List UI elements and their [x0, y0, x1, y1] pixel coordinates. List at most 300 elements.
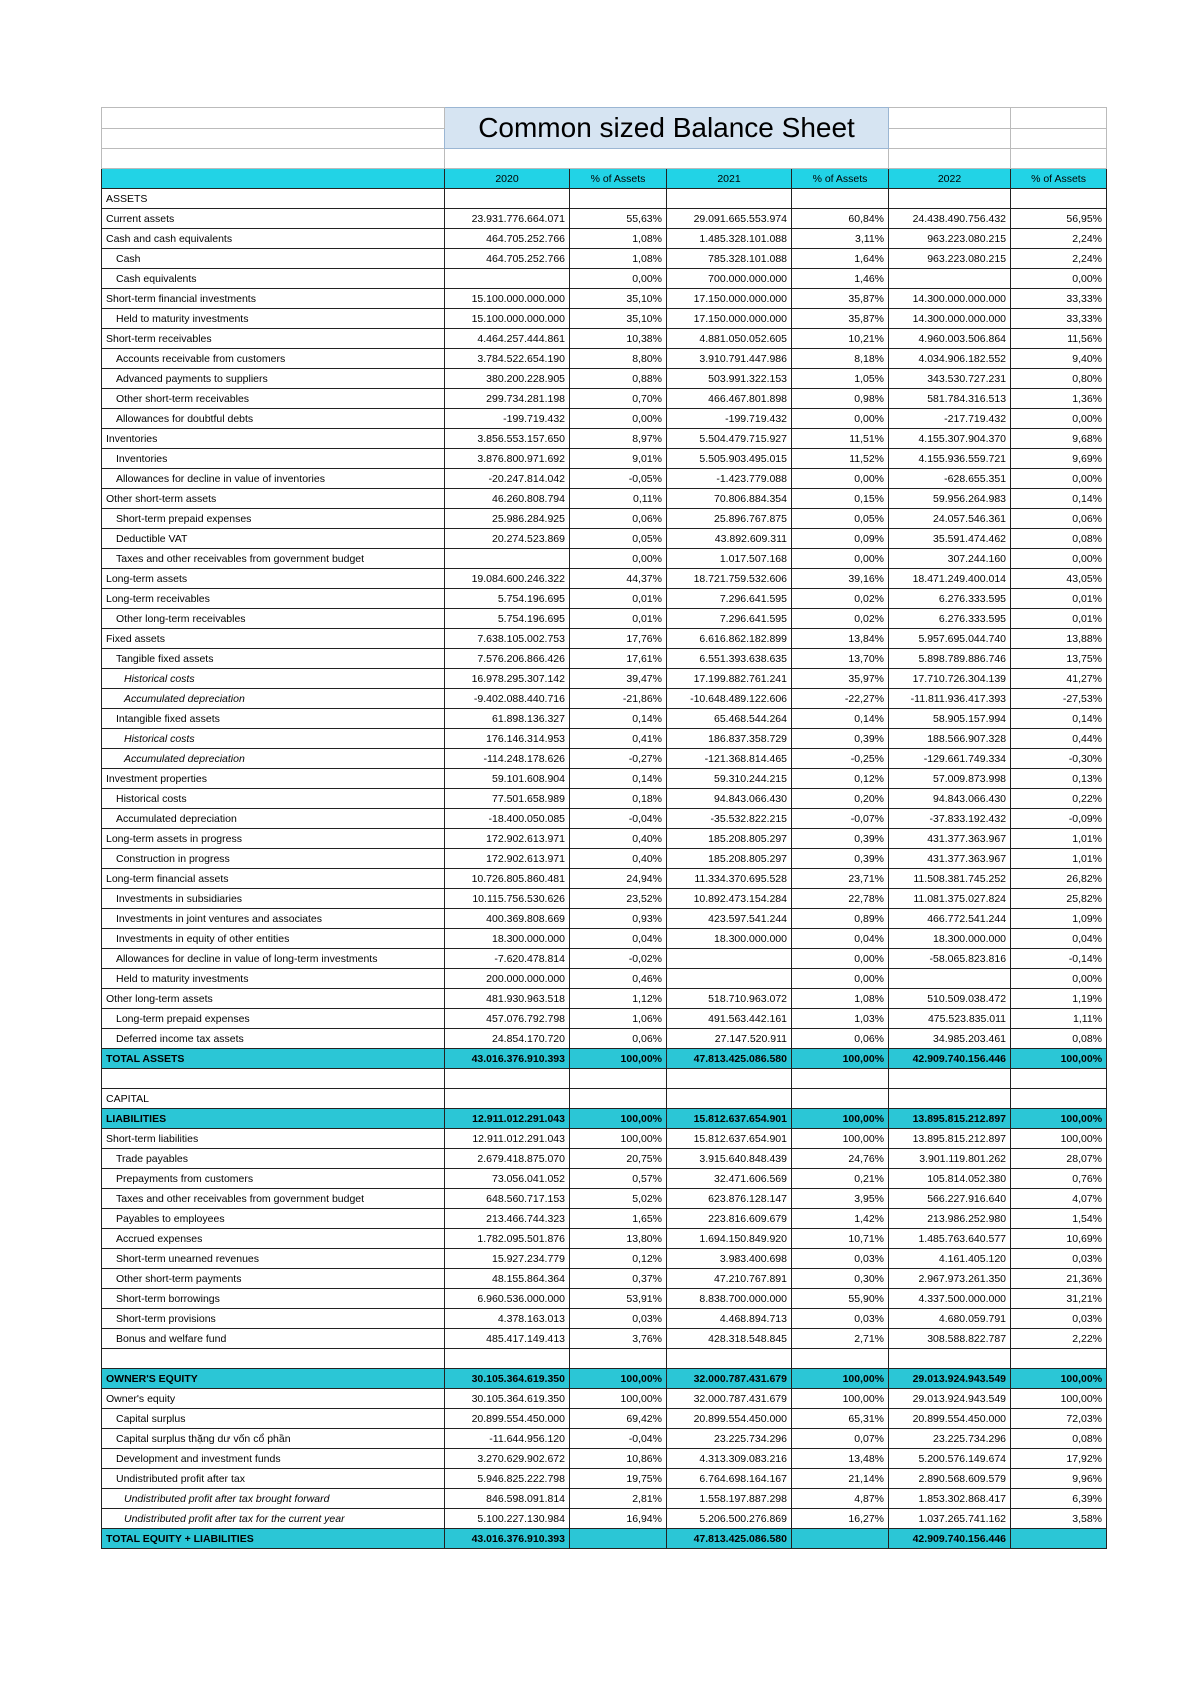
- percent-cell: 0,14%: [1011, 709, 1107, 729]
- percent-cell: 11,56%: [1011, 329, 1107, 349]
- percent-cell: 0,76%: [1011, 1169, 1107, 1189]
- value-cell: 13.895.815.212.897: [889, 1129, 1011, 1149]
- value-cell: 13.895.815.212.897: [889, 1109, 1011, 1129]
- percent-cell: 0,02%: [792, 609, 889, 629]
- value-cell: 1.694.150.849.920: [667, 1229, 792, 1249]
- percent-cell: 1,08%: [570, 229, 667, 249]
- table-row: [102, 809, 1107, 829]
- value-cell: 457.076.792.798: [445, 1009, 570, 1029]
- liabilities-header-row: [102, 1109, 1107, 1129]
- value-cell: 785.328.101.088: [667, 249, 792, 269]
- percent-cell: -0,04%: [570, 1429, 667, 1449]
- row-label: Long-term receivables: [102, 589, 445, 609]
- percent-cell: 22,78%: [792, 889, 889, 909]
- percent-cell: 9,01%: [570, 449, 667, 469]
- title-row: [102, 108, 1107, 129]
- table-row: [102, 1269, 1107, 1289]
- row-label: Owner's equity: [102, 1389, 445, 1409]
- value-cell: 24.438.490.756.432: [889, 209, 1011, 229]
- value-cell: 15.927.234.779: [445, 1249, 570, 1269]
- percent-cell: 0,00%: [792, 949, 889, 969]
- table-row: [102, 1429, 1107, 1449]
- percent-cell: 26,82%: [1011, 869, 1107, 889]
- value-cell: 3.856.553.157.650: [445, 429, 570, 449]
- percent-cell: 6,39%: [1011, 1489, 1107, 1509]
- value-cell: 20.899.554.450.000: [667, 1409, 792, 1429]
- table-row: [102, 449, 1107, 469]
- percent-cell: 1,36%: [1011, 389, 1107, 409]
- value-cell: 648.560.717.153: [445, 1189, 570, 1209]
- percent-cell: 100,00%: [792, 1049, 889, 1069]
- percent-cell: 0,00%: [570, 269, 667, 289]
- percent-cell: 10,71%: [792, 1229, 889, 1249]
- percent-cell: 0,06%: [1011, 509, 1107, 529]
- value-cell: 35.591.474.462: [889, 529, 1011, 549]
- value-cell: -7.620.478.814: [445, 949, 570, 969]
- percent-cell: 0,00%: [1011, 269, 1107, 289]
- percent-cell: -0,30%: [1011, 749, 1107, 769]
- value-cell: 4.468.894.713: [667, 1309, 792, 1329]
- percent-cell: 10,86%: [570, 1449, 667, 1469]
- percent-cell: 0,00%: [792, 969, 889, 989]
- percent-cell: 5,02%: [570, 1189, 667, 1209]
- value-cell: 3.915.640.848.439: [667, 1149, 792, 1169]
- percent-cell: 0,57%: [570, 1169, 667, 1189]
- value-cell: 30.105.364.619.350: [445, 1369, 570, 1389]
- value-cell: 428.318.548.845: [667, 1329, 792, 1349]
- percent-cell: -0,02%: [570, 949, 667, 969]
- value-cell: 34.985.203.461: [889, 1029, 1011, 1049]
- percent-cell: 1,08%: [570, 249, 667, 269]
- percent-cell: 4,87%: [792, 1489, 889, 1509]
- value-cell: 4.161.405.120: [889, 1249, 1011, 1269]
- row-label: Capital surplus thặng dư vốn cổ phần: [102, 1429, 445, 1449]
- row-label: Investments in joint ventures and associates: [102, 909, 445, 929]
- percent-cell: 39,47%: [570, 669, 667, 689]
- percent-cell: 41,27%: [1011, 669, 1107, 689]
- table-row: [102, 509, 1107, 529]
- percent-cell: 0,46%: [570, 969, 667, 989]
- percent-cell: 0,14%: [1011, 489, 1107, 509]
- percent-cell: 1,05%: [792, 369, 889, 389]
- percent-cell: 100,00%: [792, 1109, 889, 1129]
- row-label: Short-term financial investments: [102, 289, 445, 309]
- percent-cell: 1,46%: [792, 269, 889, 289]
- percent-cell: 35,87%: [792, 289, 889, 309]
- percent-cell: 0,14%: [792, 709, 889, 729]
- row-label: Held to maturity investments: [102, 969, 445, 989]
- percent-cell: 11,51%: [792, 429, 889, 449]
- percent-cell: 0,07%: [792, 1429, 889, 1449]
- percent-cell: 0,08%: [1011, 529, 1107, 549]
- row-label: Other long-term receivables: [102, 609, 445, 629]
- percent-cell: 0,39%: [792, 729, 889, 749]
- value-cell: 475.523.835.011: [889, 1009, 1011, 1029]
- value-cell: 59.310.244.215: [667, 769, 792, 789]
- value-cell: [889, 969, 1011, 989]
- table-row: [102, 1209, 1107, 1229]
- row-label: Historical costs: [102, 669, 445, 689]
- value-cell: 431.377.363.967: [889, 829, 1011, 849]
- value-cell: 42.909.740.156.446: [889, 1529, 1011, 1549]
- table-row: [102, 929, 1107, 949]
- percent-cell: 1,12%: [570, 989, 667, 1009]
- percent-cell: 0,05%: [792, 509, 889, 529]
- value-cell: 43.892.609.311: [667, 529, 792, 549]
- percent-cell: 10,38%: [570, 329, 667, 349]
- value-cell: 503.991.322.153: [667, 369, 792, 389]
- value-cell: 59.101.608.904: [445, 769, 570, 789]
- value-cell: 6.551.393.638.635: [667, 649, 792, 669]
- table-row: [102, 1189, 1107, 1209]
- row-label: Accounts receivable from customers: [102, 349, 445, 369]
- table-row: [102, 529, 1107, 549]
- value-cell: [445, 549, 570, 569]
- value-cell: [667, 969, 792, 989]
- percent-cell: 60,84%: [792, 209, 889, 229]
- value-cell: 5.200.576.149.674: [889, 1449, 1011, 1469]
- table-row: [102, 469, 1107, 489]
- value-cell: 7.576.206.866.426: [445, 649, 570, 669]
- row-label: Other short-term receivables: [102, 389, 445, 409]
- value-cell: 4.337.500.000.000: [889, 1289, 1011, 1309]
- percent-cell: 100,00%: [792, 1129, 889, 1149]
- percent-cell: 100,00%: [570, 1129, 667, 1149]
- percent-cell: 1,42%: [792, 1209, 889, 1229]
- column-header: % of Assets: [1011, 169, 1107, 189]
- row-label: Cash: [102, 249, 445, 269]
- table-row: [102, 1309, 1107, 1329]
- value-cell: 200.000.000.000: [445, 969, 570, 989]
- table-row: [102, 589, 1107, 609]
- percent-cell: 0,41%: [570, 729, 667, 749]
- percent-cell: 0,03%: [792, 1249, 889, 1269]
- row-label: Short-term prepaid expenses: [102, 509, 445, 529]
- value-cell: -199.719.432: [445, 409, 570, 429]
- column-header-row: [102, 169, 1107, 189]
- percent-cell: 21,36%: [1011, 1269, 1107, 1289]
- percent-cell: 100,00%: [792, 1369, 889, 1389]
- value-cell: 20.899.554.450.000: [445, 1409, 570, 1429]
- percent-cell: 1,54%: [1011, 1209, 1107, 1229]
- table-row: [102, 569, 1107, 589]
- percent-cell: 0,18%: [570, 789, 667, 809]
- percent-cell: -27,53%: [1011, 689, 1107, 709]
- percent-cell: 2,81%: [570, 1489, 667, 1509]
- value-cell: 20.899.554.450.000: [889, 1409, 1011, 1429]
- value-cell: 94.843.066.430: [667, 789, 792, 809]
- value-cell: -114.248.178.626: [445, 749, 570, 769]
- row-label: Accrued expenses: [102, 1229, 445, 1249]
- row-label: Development and investment funds: [102, 1449, 445, 1469]
- table-row: [102, 289, 1107, 309]
- value-cell: 18.471.249.400.014: [889, 569, 1011, 589]
- percent-cell: [1011, 1529, 1107, 1549]
- row-label: Current assets: [102, 209, 445, 229]
- value-cell: 24.057.546.361: [889, 509, 1011, 529]
- blank-row: [102, 1349, 1107, 1369]
- value-cell: 47.210.767.891: [667, 1269, 792, 1289]
- percent-cell: 2,24%: [1011, 229, 1107, 249]
- percent-cell: 9,96%: [1011, 1469, 1107, 1489]
- section-label-assets: ASSETS: [102, 189, 445, 209]
- row-label: Short-term receivables: [102, 329, 445, 349]
- percent-cell: 100,00%: [570, 1389, 667, 1409]
- percent-cell: 0,15%: [792, 489, 889, 509]
- row-label: Accumulated depreciation: [102, 689, 445, 709]
- percent-cell: 100,00%: [570, 1369, 667, 1389]
- percent-cell: 100,00%: [1011, 1109, 1107, 1129]
- value-cell: -217.719.432: [889, 409, 1011, 429]
- value-cell: 6.276.333.595: [889, 589, 1011, 609]
- percent-cell: 13,70%: [792, 649, 889, 669]
- percent-cell: 56,95%: [1011, 209, 1107, 229]
- percent-cell: 16,27%: [792, 1509, 889, 1529]
- row-label: Undistributed profit after tax brought forward: [102, 1489, 445, 1509]
- percent-cell: 19,75%: [570, 1469, 667, 1489]
- value-cell: 17.199.882.761.241: [667, 669, 792, 689]
- value-cell: 6.764.698.164.167: [667, 1469, 792, 1489]
- percent-cell: 3,76%: [570, 1329, 667, 1349]
- percent-cell: 0,44%: [1011, 729, 1107, 749]
- value-cell: 299.734.281.198: [445, 389, 570, 409]
- row-label: Other short-term assets: [102, 489, 445, 509]
- value-cell: 2.967.973.261.350: [889, 1269, 1011, 1289]
- value-cell: 3.910.791.447.986: [667, 349, 792, 369]
- value-cell: 4.378.163.013: [445, 1309, 570, 1329]
- percent-cell: 0,12%: [570, 1249, 667, 1269]
- percent-cell: 17,92%: [1011, 1449, 1107, 1469]
- row-label: Allowances for doubtful debts: [102, 409, 445, 429]
- value-cell: 15.812.637.654.901: [667, 1109, 792, 1129]
- percent-cell: 35,87%: [792, 309, 889, 329]
- value-cell: 1.782.095.501.876: [445, 1229, 570, 1249]
- value-cell: 172.902.613.971: [445, 849, 570, 869]
- value-cell: -1.423.779.088: [667, 469, 792, 489]
- percent-cell: 16,94%: [570, 1509, 667, 1529]
- column-header: 2021: [667, 169, 792, 189]
- table-row: [102, 1469, 1107, 1489]
- percent-cell: 0,93%: [570, 909, 667, 929]
- value-cell: 47.813.425.086.580: [667, 1529, 792, 1549]
- percent-cell: 9,68%: [1011, 429, 1107, 449]
- value-cell: 32.000.787.431.679: [667, 1389, 792, 1409]
- percent-cell: -0,07%: [792, 809, 889, 829]
- value-cell: 2.890.568.609.579: [889, 1469, 1011, 1489]
- percent-cell: 44,37%: [570, 569, 667, 589]
- table-row: [102, 309, 1107, 329]
- table-row: [102, 689, 1107, 709]
- percent-cell: 0,05%: [570, 529, 667, 549]
- table-row: [102, 1229, 1107, 1249]
- value-cell: 61.898.136.327: [445, 709, 570, 729]
- percent-cell: -0,09%: [1011, 809, 1107, 829]
- percent-cell: 0,88%: [570, 369, 667, 389]
- percent-cell: 100,00%: [1011, 1369, 1107, 1389]
- percent-cell: 0,08%: [1011, 1429, 1107, 1449]
- table-row: [102, 749, 1107, 769]
- value-cell: 1.037.265.741.162: [889, 1509, 1011, 1529]
- row-label: LIABILITIES: [102, 1109, 445, 1129]
- percent-cell: 55,90%: [792, 1289, 889, 1309]
- value-cell: 24.854.170.720: [445, 1029, 570, 1049]
- value-cell: -20.247.814.042: [445, 469, 570, 489]
- value-cell: 581.784.316.513: [889, 389, 1011, 409]
- row-label: Deferred income tax assets: [102, 1029, 445, 1049]
- table-row: [102, 409, 1107, 429]
- value-cell: 25.896.767.875: [667, 509, 792, 529]
- value-cell: 423.597.541.244: [667, 909, 792, 929]
- value-cell: 29.091.665.553.974: [667, 209, 792, 229]
- percent-cell: 1,09%: [1011, 909, 1107, 929]
- row-label: Long-term assets: [102, 569, 445, 589]
- row-label: Allowances for decline in value of long-term investments: [102, 949, 445, 969]
- percent-cell: 8,18%: [792, 349, 889, 369]
- row-label: Long-term assets in progress: [102, 829, 445, 849]
- row-label: Taxes and other receivables from government budget: [102, 1189, 445, 1209]
- percent-cell: 1,01%: [1011, 849, 1107, 869]
- row-label: Prepayments from customers: [102, 1169, 445, 1189]
- value-cell: 188.566.907.328: [889, 729, 1011, 749]
- table-row: [102, 609, 1107, 629]
- table-row: [102, 269, 1107, 289]
- percent-cell: 100,00%: [570, 1109, 667, 1129]
- percent-cell: 1,65%: [570, 1209, 667, 1229]
- table-row: [102, 1249, 1107, 1269]
- percent-cell: 4,07%: [1011, 1189, 1107, 1209]
- value-cell: 7.296.641.595: [667, 609, 792, 629]
- percent-cell: 0,89%: [792, 909, 889, 929]
- percent-cell: 0,11%: [570, 489, 667, 509]
- value-cell: 32.471.606.569: [667, 1169, 792, 1189]
- table-row: [102, 1389, 1107, 1409]
- value-cell: 15.100.000.000.000: [445, 309, 570, 329]
- value-cell: 11.334.370.695.528: [667, 869, 792, 889]
- value-cell: 30.105.364.619.350: [445, 1389, 570, 1409]
- value-cell: -37.833.192.432: [889, 809, 1011, 829]
- value-cell: 481.930.963.518: [445, 989, 570, 1009]
- table-row: [102, 1149, 1107, 1169]
- table-row: [102, 249, 1107, 269]
- value-cell: 223.816.609.679: [667, 1209, 792, 1229]
- percent-cell: 9,69%: [1011, 449, 1107, 469]
- value-cell: 846.598.091.814: [445, 1489, 570, 1509]
- value-cell: 94.843.066.430: [889, 789, 1011, 809]
- value-cell: 3.901.119.801.262: [889, 1149, 1011, 1169]
- value-cell: 18.300.000.000: [889, 929, 1011, 949]
- value-cell: 17.150.000.000.000: [667, 289, 792, 309]
- percent-cell: 0,13%: [1011, 769, 1107, 789]
- value-cell: 57.009.873.998: [889, 769, 1011, 789]
- value-cell: 1.485.763.640.577: [889, 1229, 1011, 1249]
- value-cell: 464.705.252.766: [445, 249, 570, 269]
- percent-cell: 0,06%: [570, 509, 667, 529]
- value-cell: 5.754.196.695: [445, 609, 570, 629]
- value-cell: -121.368.814.465: [667, 749, 792, 769]
- percent-cell: 0,01%: [1011, 609, 1107, 629]
- percent-cell: 2,22%: [1011, 1329, 1107, 1349]
- percent-cell: 0,03%: [1011, 1309, 1107, 1329]
- percent-cell: 3,11%: [792, 229, 889, 249]
- value-cell: 700.000.000.000: [667, 269, 792, 289]
- value-cell: 5.898.789.886.746: [889, 649, 1011, 669]
- row-label: Bonus and welfare fund: [102, 1329, 445, 1349]
- percent-cell: 24,76%: [792, 1149, 889, 1169]
- table-row: [102, 369, 1107, 389]
- value-cell: 5.100.227.130.984: [445, 1509, 570, 1529]
- blank-row: [102, 1069, 1107, 1089]
- row-label: Taxes and other receivables from government budget: [102, 549, 445, 569]
- percent-cell: 0,04%: [570, 929, 667, 949]
- row-label: Investment properties: [102, 769, 445, 789]
- sheet-title: Common sized Balance Sheet: [445, 108, 889, 149]
- percent-cell: 33,33%: [1011, 309, 1107, 329]
- value-cell: 19.084.600.246.322: [445, 569, 570, 589]
- percent-cell: 0,21%: [792, 1169, 889, 1189]
- value-cell: 510.509.038.472: [889, 989, 1011, 1009]
- value-cell: 963.223.080.215: [889, 249, 1011, 269]
- value-cell: 23.931.776.664.071: [445, 209, 570, 229]
- percent-cell: 3,95%: [792, 1189, 889, 1209]
- value-cell: 3.876.800.971.692: [445, 449, 570, 469]
- table-row: [102, 849, 1107, 869]
- value-cell: 213.466.744.323: [445, 1209, 570, 1229]
- value-cell: [445, 269, 570, 289]
- percent-cell: 0,01%: [1011, 589, 1107, 609]
- value-cell: 518.710.963.072: [667, 989, 792, 1009]
- table-row: [102, 1489, 1107, 1509]
- row-label: Investments in equity of other entities: [102, 929, 445, 949]
- value-cell: 18.300.000.000: [667, 929, 792, 949]
- value-cell: -11.644.956.120: [445, 1429, 570, 1449]
- value-cell: 47.813.425.086.580: [667, 1049, 792, 1069]
- row-label: Undistributed profit after tax for the current year: [102, 1509, 445, 1529]
- percent-cell: 1,06%: [570, 1009, 667, 1029]
- percent-cell: 31,21%: [1011, 1289, 1107, 1309]
- row-label: Cash and cash equivalents: [102, 229, 445, 249]
- percent-cell: 100,00%: [1011, 1389, 1107, 1409]
- percent-cell: 8,80%: [570, 349, 667, 369]
- value-cell: 308.588.822.787: [889, 1329, 1011, 1349]
- value-cell: 491.563.442.161: [667, 1009, 792, 1029]
- table-row: [102, 949, 1107, 969]
- row-label: Historical costs: [102, 729, 445, 749]
- value-cell: 58.905.157.994: [889, 709, 1011, 729]
- value-cell: 307.244.160: [889, 549, 1011, 569]
- row-label: Held to maturity investments: [102, 309, 445, 329]
- table-row: [102, 649, 1107, 669]
- percent-cell: 0,40%: [570, 849, 667, 869]
- row-label: Inventories: [102, 429, 445, 449]
- row-label: Other short-term payments: [102, 1269, 445, 1289]
- value-cell: 48.155.864.364: [445, 1269, 570, 1289]
- value-cell: 25.986.284.925: [445, 509, 570, 529]
- percent-cell: 0,00%: [1011, 969, 1107, 989]
- table-row: [102, 329, 1107, 349]
- value-cell: 12.911.012.291.043: [445, 1109, 570, 1129]
- value-cell: 46.260.808.794: [445, 489, 570, 509]
- percent-cell: 100,00%: [1011, 1049, 1107, 1069]
- value-cell: [889, 269, 1011, 289]
- percent-cell: 1,19%: [1011, 989, 1107, 1009]
- percent-cell: 0,03%: [1011, 1249, 1107, 1269]
- value-cell: 343.530.727.231: [889, 369, 1011, 389]
- value-cell: 12.911.012.291.043: [445, 1129, 570, 1149]
- percent-cell: 72,03%: [1011, 1409, 1107, 1429]
- percent-cell: 0,22%: [1011, 789, 1107, 809]
- percent-cell: 0,98%: [792, 389, 889, 409]
- percent-cell: 0,00%: [570, 549, 667, 569]
